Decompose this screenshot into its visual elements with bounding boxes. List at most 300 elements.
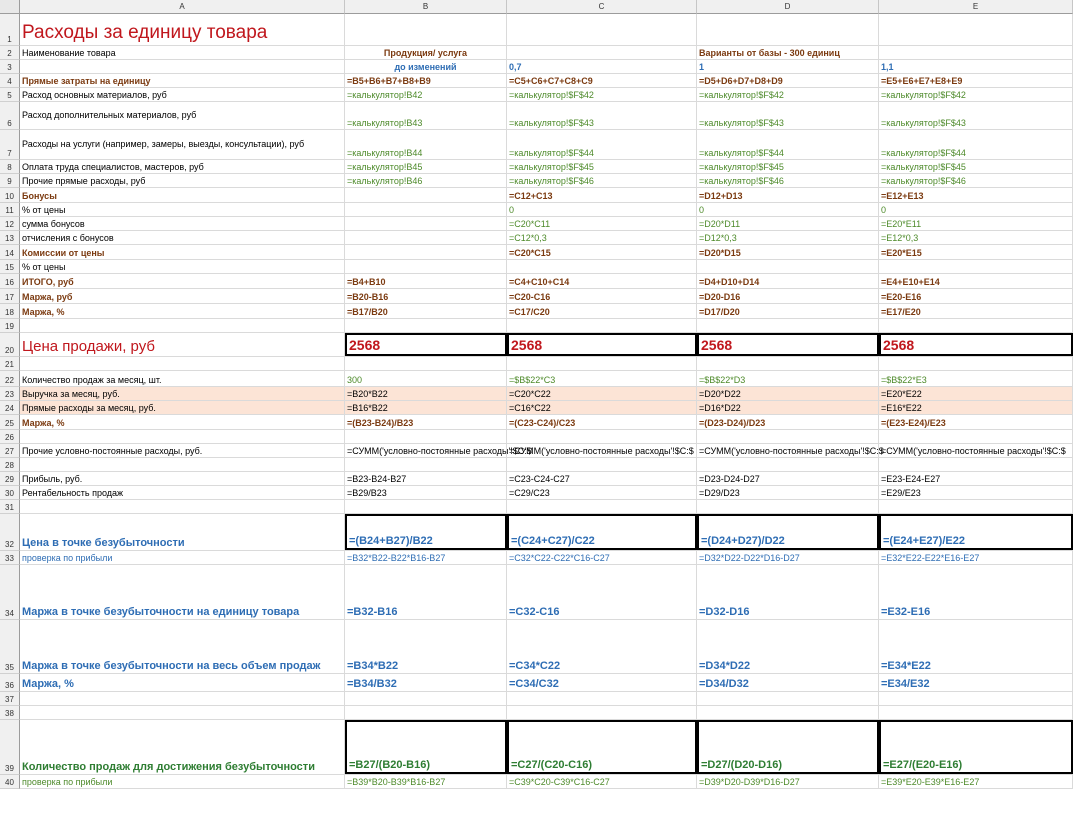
row-header[interactable] <box>0 674 20 692</box>
cell-a29[interactable]: Прибыль, руб. <box>20 472 345 485</box>
cell-b2[interactable]: Продукция/ услуга <box>345 46 507 59</box>
cell-c31[interactable] <box>507 500 697 513</box>
row-number: 20 <box>5 346 14 355</box>
cell-d39[interactable]: =D27/(D20-D16) <box>697 720 879 774</box>
cell-b4[interactable]: =B5+B6+B7+B8+B9 <box>345 74 507 87</box>
row-number: 26 <box>5 433 14 442</box>
row-number: 30 <box>5 489 14 498</box>
sheet-row <box>20 514 1073 551</box>
sheet-row <box>20 620 1073 674</box>
cell-c17[interactable]: =C20-C16 <box>507 289 697 303</box>
cell-d32[interactable]: =(D24+D27)/D22 <box>697 514 879 550</box>
cell-a31[interactable] <box>20 500 345 513</box>
cell-a5[interactable]: Расход основных материалов, руб <box>20 88 345 101</box>
cell-b14[interactable] <box>345 245 507 259</box>
cell-c34[interactable]: =C32-C16 <box>507 565 697 619</box>
row-number: 35 <box>5 663 14 672</box>
cell-d14[interactable]: =D20*D15 <box>697 245 879 259</box>
cell-d27[interactable]: =СУММ('условно-постоянные расходы'!$C:$ <box>699 446 884 456</box>
cell-b38[interactable] <box>345 706 507 719</box>
row-number: 36 <box>5 681 14 690</box>
cell-e31[interactable] <box>879 500 1073 513</box>
sheet-row <box>20 88 1073 102</box>
sheet-row <box>20 472 1073 486</box>
cell-d30[interactable]: =D29/D23 <box>697 486 879 499</box>
cell-e2[interactable] <box>879 46 1073 59</box>
sheet-row <box>20 706 1073 720</box>
row-header[interactable] <box>0 387 20 401</box>
row-number: 24 <box>5 404 14 413</box>
select-all-corner[interactable] <box>0 0 20 14</box>
cell-a12[interactable]: сумма бонусов <box>20 217 345 230</box>
sheet-row <box>20 357 1073 371</box>
cell-a37[interactable] <box>20 692 345 705</box>
cell-b15[interactable] <box>345 260 507 273</box>
row-number: 28 <box>5 461 14 470</box>
cell-e8[interactable]: =калькулятор!$F$45 <box>879 160 1073 173</box>
cell-d6[interactable]: =калькулятор!$F$43 <box>697 102 879 129</box>
cell-e37[interactable] <box>879 692 1073 705</box>
row-header[interactable] <box>0 551 20 565</box>
cell-a34[interactable]: Маржа в точке безубыточности на единицу товара <box>20 565 345 619</box>
cell-a26[interactable] <box>20 430 345 443</box>
row-header[interactable] <box>0 188 20 203</box>
sheet-row <box>20 371 1073 387</box>
cell-d26[interactable] <box>697 430 879 443</box>
cell-c7[interactable]: =калькулятор!$F$44 <box>507 130 697 159</box>
cell-a14[interactable]: Комиссии от цены <box>20 245 345 259</box>
cell-b24[interactable]: =B16*B22 <box>345 401 507 414</box>
cell-c25[interactable]: =(C23-C24)/C23 <box>507 415 697 429</box>
cell-e23[interactable]: =E20*E22 <box>879 387 1073 400</box>
sheet-row <box>20 551 1073 565</box>
row-header[interactable] <box>0 203 20 217</box>
cell-d28[interactable] <box>697 458 879 471</box>
cell-e28[interactable] <box>879 458 1073 471</box>
sheet-row <box>20 160 1073 174</box>
sheet-row <box>20 304 1073 319</box>
cell-a20[interactable]: Цена продажи, руб <box>20 333 345 356</box>
sheet-row <box>20 565 1073 620</box>
cell-e5[interactable]: =калькулятор!$F$42 <box>879 88 1073 101</box>
row-header[interactable] <box>0 401 20 415</box>
cell-d2[interactable]: Варианты от базы - 300 единиц <box>697 46 879 59</box>
cell-b3[interactable]: до изменений <box>345 60 507 73</box>
cell-e19[interactable] <box>879 319 1073 332</box>
cell-c30[interactable]: =C29/C23 <box>507 486 697 499</box>
sheet-row <box>20 319 1073 333</box>
cell-e29[interactable]: =E23-E24-E27 <box>879 472 1073 485</box>
sheet-row <box>20 260 1073 274</box>
cell-a9[interactable]: Прочие прямые расходы, руб <box>20 174 345 187</box>
cell-d7[interactable]: =калькулятор!$F$44 <box>697 130 879 159</box>
cell-e17[interactable]: =E20-E16 <box>879 289 1073 303</box>
row-header[interactable] <box>0 444 20 458</box>
cell-e7[interactable]: =калькулятор!$F$44 <box>879 130 1073 159</box>
cell-a18[interactable]: Маржа, % <box>20 304 345 318</box>
cell-c16[interactable]: =C4+C10+C14 <box>507 274 697 288</box>
cell-d17[interactable]: =D20-D16 <box>697 289 879 303</box>
cell-a1[interactable]: Расходы за единицу товара <box>20 14 345 45</box>
cell-d3[interactable]: 1 <box>697 60 879 73</box>
row-number: 32 <box>5 540 14 549</box>
cell-a25[interactable]: Маржа, % <box>20 415 345 429</box>
row-number: 10 <box>5 192 14 201</box>
cell-c13[interactable]: =C12*0,3 <box>507 231 697 244</box>
cell-b26[interactable] <box>345 430 507 443</box>
cell-c15[interactable] <box>507 260 697 273</box>
cell-b21[interactable] <box>345 357 507 370</box>
row-header[interactable] <box>0 130 20 160</box>
cell-d22[interactable]: =$B$22*D3 <box>697 371 879 386</box>
cell-e27[interactable]: =СУММ('условно-постоянные расходы'!$C:$ <box>879 444 1073 457</box>
sheet-row <box>20 102 1073 130</box>
cell-c39[interactable]: =C27/(C20-C16) <box>507 720 697 774</box>
cell-e39[interactable]: =E27/(E20-E16) <box>879 720 1073 774</box>
cell-d20[interactable]: 2568 <box>697 333 879 356</box>
cell-d18[interactable]: =D17/D20 <box>697 304 879 318</box>
cell-d15[interactable] <box>697 260 879 273</box>
sheet-row <box>20 486 1073 500</box>
cell-c29[interactable]: =C23-C24-C27 <box>507 472 697 485</box>
cell-e25[interactable]: =(E23-E24)/E23 <box>879 415 1073 429</box>
cell-a22[interactable]: Количество продаж за месяц, шт. <box>20 371 345 386</box>
row-header[interactable] <box>0 88 20 102</box>
cell-d10[interactable]: =D12+D13 <box>697 188 879 202</box>
cell-e22[interactable]: =$B$22*E3 <box>879 371 1073 386</box>
cell-d31[interactable] <box>697 500 879 513</box>
cell-e12[interactable]: =E20*E11 <box>879 217 1073 230</box>
cell-e33[interactable]: =E32*E22-E22*E16-E27 <box>879 551 1073 564</box>
cell-a27[interactable]: Прочие условно-постоянные расходы, руб. <box>20 444 345 457</box>
row-header[interactable] <box>0 14 20 46</box>
cell-b13[interactable] <box>345 231 507 244</box>
cell-b31[interactable] <box>345 500 507 513</box>
sheet-row <box>20 415 1073 430</box>
cell-c11[interactable]: 0 <box>507 203 697 216</box>
row-header[interactable] <box>0 620 20 674</box>
row-number: 8 <box>7 163 12 172</box>
cell-d34[interactable]: =D32-D16 <box>697 565 879 619</box>
cell-c33[interactable]: =C32*C22-C22*C16-C27 <box>507 551 697 564</box>
cell-a2[interactable]: Наименование товара <box>20 46 345 59</box>
cell-e40[interactable]: =E39*E20-E39*E16-E27 <box>879 775 1073 788</box>
row-number: 17 <box>5 293 14 302</box>
row-header[interactable] <box>0 565 20 620</box>
sheet-row <box>20 231 1073 245</box>
cell-b34[interactable]: =B32-B16 <box>345 565 507 619</box>
row-header[interactable] <box>0 102 20 130</box>
cell-a19[interactable] <box>20 319 345 332</box>
column-header-c[interactable]: C <box>507 0 697 14</box>
cell-c18[interactable]: =C17/C20 <box>507 304 697 318</box>
row-header[interactable] <box>0 217 20 231</box>
sheet-row <box>20 692 1073 706</box>
cell-e36[interactable]: =E34/E32 <box>879 674 1073 691</box>
cell-c27[interactable]: =СУММ('условно-постоянные расходы'!$C:$ <box>507 444 697 457</box>
cell-d35[interactable]: =D34*D22 <box>697 620 879 673</box>
cell-a39[interactable]: Количество продаж для достижения безубыточности <box>20 720 345 774</box>
cell-d33[interactable]: =D32*D22-D22*D16-D27 <box>697 551 879 564</box>
cell-c38[interactable] <box>507 706 697 719</box>
cell-e38[interactable] <box>879 706 1073 719</box>
sheet-row <box>20 458 1073 472</box>
cell-c1[interactable] <box>507 14 697 45</box>
cell-d1[interactable] <box>697 14 879 45</box>
cell-c21[interactable] <box>507 357 697 370</box>
cell-e32[interactable]: =(E24+E27)/E22 <box>879 514 1073 550</box>
column-header-a[interactable]: A <box>20 0 345 14</box>
cell-d24[interactable]: =D16*D22 <box>697 401 879 414</box>
cell-d19[interactable] <box>697 319 879 332</box>
cell-d9[interactable]: =калькулятор!$F$46 <box>697 174 879 187</box>
cell-d4[interactable]: =D5+D6+D7+D8+D9 <box>697 74 879 87</box>
cell-e35[interactable]: =E34*E22 <box>879 620 1073 673</box>
row-number: 19 <box>5 322 14 331</box>
row-number: 15 <box>5 263 14 272</box>
cell-d23[interactable]: =D20*D22 <box>697 387 879 400</box>
row-header[interactable] <box>0 430 20 444</box>
cell-b19[interactable] <box>345 319 507 332</box>
cell-b9[interactable]: =калькулятор!B46 <box>345 174 507 187</box>
row-number: 16 <box>5 278 14 287</box>
cell-d5[interactable]: =калькулятор!$F$42 <box>697 88 879 101</box>
cell-b16[interactable]: =B4+B10 <box>345 274 507 288</box>
row-number: 5 <box>7 91 12 100</box>
column-header-d[interactable]: D <box>697 0 879 14</box>
cell-d29[interactable]: =D23-D24-D27 <box>697 472 879 485</box>
cell-e16[interactable]: =E4+E10+E14 <box>879 274 1073 288</box>
cell-a33[interactable]: проверка по прибыли <box>20 551 345 564</box>
cell-e30[interactable]: =E29/E23 <box>879 486 1073 499</box>
cell-b29[interactable]: =B23-B24-B27 <box>345 472 507 485</box>
cell-d38[interactable] <box>697 706 879 719</box>
row-number: 12 <box>5 220 14 229</box>
cell-c35[interactable]: =C34*C22 <box>507 620 697 673</box>
cell-a7[interactable]: Расходы на услуги (например, замеры, выезды, консультации), руб <box>20 130 345 159</box>
cell-e26[interactable] <box>879 430 1073 443</box>
cell-a40[interactable]: проверка по прибыли <box>20 775 345 788</box>
cell-a35[interactable]: Маржа в точке безубыточности на весь объем продаж <box>20 620 345 673</box>
row-number: 7 <box>7 149 12 158</box>
row-header[interactable] <box>0 486 20 500</box>
row-number: 18 <box>5 308 14 317</box>
cell-e20[interactable]: 2568 <box>879 333 1073 356</box>
cell-b33[interactable]: =B32*B22-B22*B16-B27 <box>345 551 507 564</box>
cell-e15[interactable] <box>879 260 1073 273</box>
cell-b23[interactable]: =B20*B22 <box>345 387 507 400</box>
cell-e24[interactable]: =E16*E22 <box>879 401 1073 414</box>
row-header[interactable] <box>0 775 20 789</box>
row-header[interactable] <box>0 231 20 245</box>
cell-e14[interactable]: =E20*E15 <box>879 245 1073 259</box>
cell-e1[interactable] <box>879 14 1073 45</box>
row-header[interactable] <box>0 371 20 387</box>
cell-a10[interactable]: Бонусы <box>20 188 345 202</box>
cell-c6[interactable]: =калькулятор!$F$43 <box>507 102 697 129</box>
cell-a15[interactable]: % от цены <box>20 260 345 273</box>
cell-a30[interactable]: Рентабельность продаж <box>20 486 345 499</box>
row-header[interactable] <box>0 74 20 88</box>
cell-a3[interactable] <box>20 60 345 73</box>
cell-c19[interactable] <box>507 319 697 332</box>
cell-b25[interactable]: =(B23-B24)/B23 <box>345 415 507 429</box>
cell-c10[interactable]: =C12+C13 <box>507 188 697 202</box>
row-number: 11 <box>5 206 14 215</box>
row-number: 40 <box>5 778 14 787</box>
cell-a36[interactable]: Маржа, % <box>20 674 345 691</box>
row-header[interactable] <box>0 160 20 174</box>
cell-e6[interactable]: =калькулятор!$F$43 <box>879 102 1073 129</box>
cell-d11[interactable]: 0 <box>697 203 879 216</box>
cell-c5[interactable]: =калькулятор!$F$42 <box>507 88 697 101</box>
cell-e18[interactable]: =E17/E20 <box>879 304 1073 318</box>
cell-a8[interactable]: Оплата труда специалистов, мастеров, руб <box>20 160 345 173</box>
cell-b7[interactable]: =калькулятор!B44 <box>345 130 507 159</box>
cell-b28[interactable] <box>345 458 507 471</box>
cell-d40[interactable]: =D39*D20-D39*D16-D27 <box>697 775 879 788</box>
cell-c9[interactable]: =калькулятор!$F$46 <box>507 174 697 187</box>
column-header-e[interactable]: E <box>879 0 1073 14</box>
row-header[interactable] <box>0 706 20 720</box>
row-header[interactable] <box>0 472 20 486</box>
row-number: 31 <box>5 503 14 512</box>
cell-c24[interactable]: =C16*C22 <box>507 401 697 414</box>
row-number: 38 <box>5 709 14 718</box>
cell-c20[interactable]: 2568 <box>507 333 697 356</box>
cell-c22[interactable]: =$B$22*C3 <box>507 371 697 386</box>
cell-e34[interactable]: =E32-E16 <box>879 565 1073 619</box>
cell-e11[interactable]: 0 <box>879 203 1073 216</box>
cell-d8[interactable]: =калькулятор!$F$45 <box>697 160 879 173</box>
row-header[interactable] <box>0 720 20 775</box>
cell-a38[interactable] <box>20 706 345 719</box>
cell-b36[interactable]: =B34/B32 <box>345 674 507 691</box>
cell-a24[interactable]: Прямые расходы за месяц, руб. <box>20 401 345 414</box>
sheet-row <box>20 130 1073 160</box>
cell-d13[interactable]: =D12*0,3 <box>697 231 879 244</box>
cell-b37[interactable] <box>345 692 507 705</box>
cell-e4[interactable]: =E5+E6+E7+E8+E9 <box>879 74 1073 87</box>
cell-a17[interactable]: Маржа, руб <box>20 289 345 303</box>
cell-b27[interactable]: =СУММ('условно-постоянные расходы'!$C:$ <box>347 446 532 456</box>
column-header-b[interactable]: B <box>345 0 507 14</box>
row-header[interactable] <box>0 415 20 430</box>
cell-b40[interactable]: =B39*B20-B39*B16-B27 <box>345 775 507 788</box>
sheet-row <box>20 720 1073 775</box>
cell-c23[interactable]: =C20*C22 <box>507 387 697 400</box>
row-header[interactable] <box>0 46 20 60</box>
cell-b22[interactable]: 300 <box>345 371 507 386</box>
cell-e3[interactable]: 1,1 <box>879 60 1073 73</box>
cell-e10[interactable]: =E12+E13 <box>879 188 1073 202</box>
cell-c14[interactable]: =C20*C15 <box>507 245 697 259</box>
cell-a11[interactable]: % от цены <box>20 203 345 216</box>
cell-b20[interactable]: 2568 <box>345 333 507 356</box>
cell-b32[interactable]: =(B24+B27)/B22 <box>345 514 507 550</box>
row-header[interactable] <box>0 304 20 319</box>
cell-a13[interactable]: отчисления с бонусов <box>20 231 345 244</box>
row-header[interactable] <box>0 319 20 333</box>
cell-a32[interactable]: Цена в точке безубыточности <box>20 514 345 550</box>
cell-d16[interactable]: =D4+D10+D14 <box>697 274 879 288</box>
cell-c12[interactable]: =C20*C11 <box>507 217 697 230</box>
cell-b10[interactable] <box>345 188 507 202</box>
cell-a28[interactable] <box>20 458 345 471</box>
cell-d21[interactable] <box>697 357 879 370</box>
row-header[interactable] <box>0 174 20 188</box>
cell-c8[interactable]: =калькулятор!$F$45 <box>507 160 697 173</box>
cell-b5[interactable]: =калькулятор!B42 <box>345 88 507 101</box>
cell-a4[interactable]: Прямые затраты на единицу <box>20 74 345 87</box>
cell-e13[interactable]: =E12*0,3 <box>879 231 1073 244</box>
cell-e9[interactable]: =калькулятор!$F$46 <box>879 174 1073 187</box>
cell-c40[interactable]: =C39*C20-C39*C16-C27 <box>507 775 697 788</box>
row-number: 23 <box>5 390 14 399</box>
sheet-row <box>20 46 1073 60</box>
cell-c32[interactable]: =(C24+C27)/C22 <box>507 514 697 550</box>
cell-e21[interactable] <box>879 357 1073 370</box>
cell-b12[interactable] <box>345 217 507 230</box>
cell-b11[interactable] <box>345 203 507 216</box>
cell-b17[interactable]: =B20-B16 <box>345 289 507 303</box>
row-header[interactable] <box>0 458 20 472</box>
row-header[interactable] <box>0 260 20 274</box>
cell-b18[interactable]: =B17/B20 <box>345 304 507 318</box>
cell-b39[interactable]: =B27/(B20-B16) <box>345 720 507 774</box>
cell-d25[interactable]: =(D23-D24)/D23 <box>697 415 879 429</box>
cell-d36[interactable]: =D34/D32 <box>697 674 879 691</box>
sheet-row <box>20 245 1073 260</box>
sheet-row <box>20 174 1073 188</box>
row-header[interactable] <box>0 357 20 371</box>
cell-b30[interactable]: =B29/B23 <box>345 486 507 499</box>
cell-c4[interactable]: =C5+C6+C7+C8+C9 <box>507 74 697 87</box>
cell-c26[interactable] <box>507 430 697 443</box>
cell-c3[interactable]: 0,7 <box>507 60 697 73</box>
cell-c37[interactable] <box>507 692 697 705</box>
row-header[interactable] <box>0 333 20 357</box>
row-header[interactable] <box>0 692 20 706</box>
sheet-row <box>20 274 1073 289</box>
cell-b8[interactable]: =калькулятор!B45 <box>345 160 507 173</box>
row-header[interactable] <box>0 274 20 289</box>
cell-a21[interactable] <box>20 357 345 370</box>
row-header[interactable] <box>0 245 20 260</box>
row-header[interactable] <box>0 500 20 514</box>
cell-b1[interactable] <box>345 14 507 45</box>
cell-d37[interactable] <box>697 692 879 705</box>
cell-b6[interactable]: =калькулятор!B43 <box>345 102 507 129</box>
row-header[interactable] <box>0 60 20 74</box>
cell-a23[interactable]: Выручка за месяц, руб. <box>20 387 345 400</box>
sheet-row <box>20 430 1073 444</box>
row-number: 3 <box>7 63 12 72</box>
row-number: 22 <box>5 376 14 385</box>
sheet-row <box>20 500 1073 514</box>
sheet-row <box>20 401 1073 415</box>
row-header[interactable] <box>0 289 20 304</box>
cell-a16[interactable]: ИТОГО, руб <box>20 274 345 288</box>
row-number: 21 <box>5 360 14 369</box>
cell-c36[interactable]: =C34/C32 <box>507 674 697 691</box>
cell-c28[interactable] <box>507 458 697 471</box>
cell-d12[interactable]: =D20*D11 <box>697 217 879 230</box>
cell-c2[interactable] <box>507 46 697 59</box>
cell-a6[interactable]: Расход дополнительных материалов, руб <box>20 102 345 129</box>
row-header[interactable] <box>0 514 20 551</box>
cell-b35[interactable]: =B34*B22 <box>345 620 507 673</box>
